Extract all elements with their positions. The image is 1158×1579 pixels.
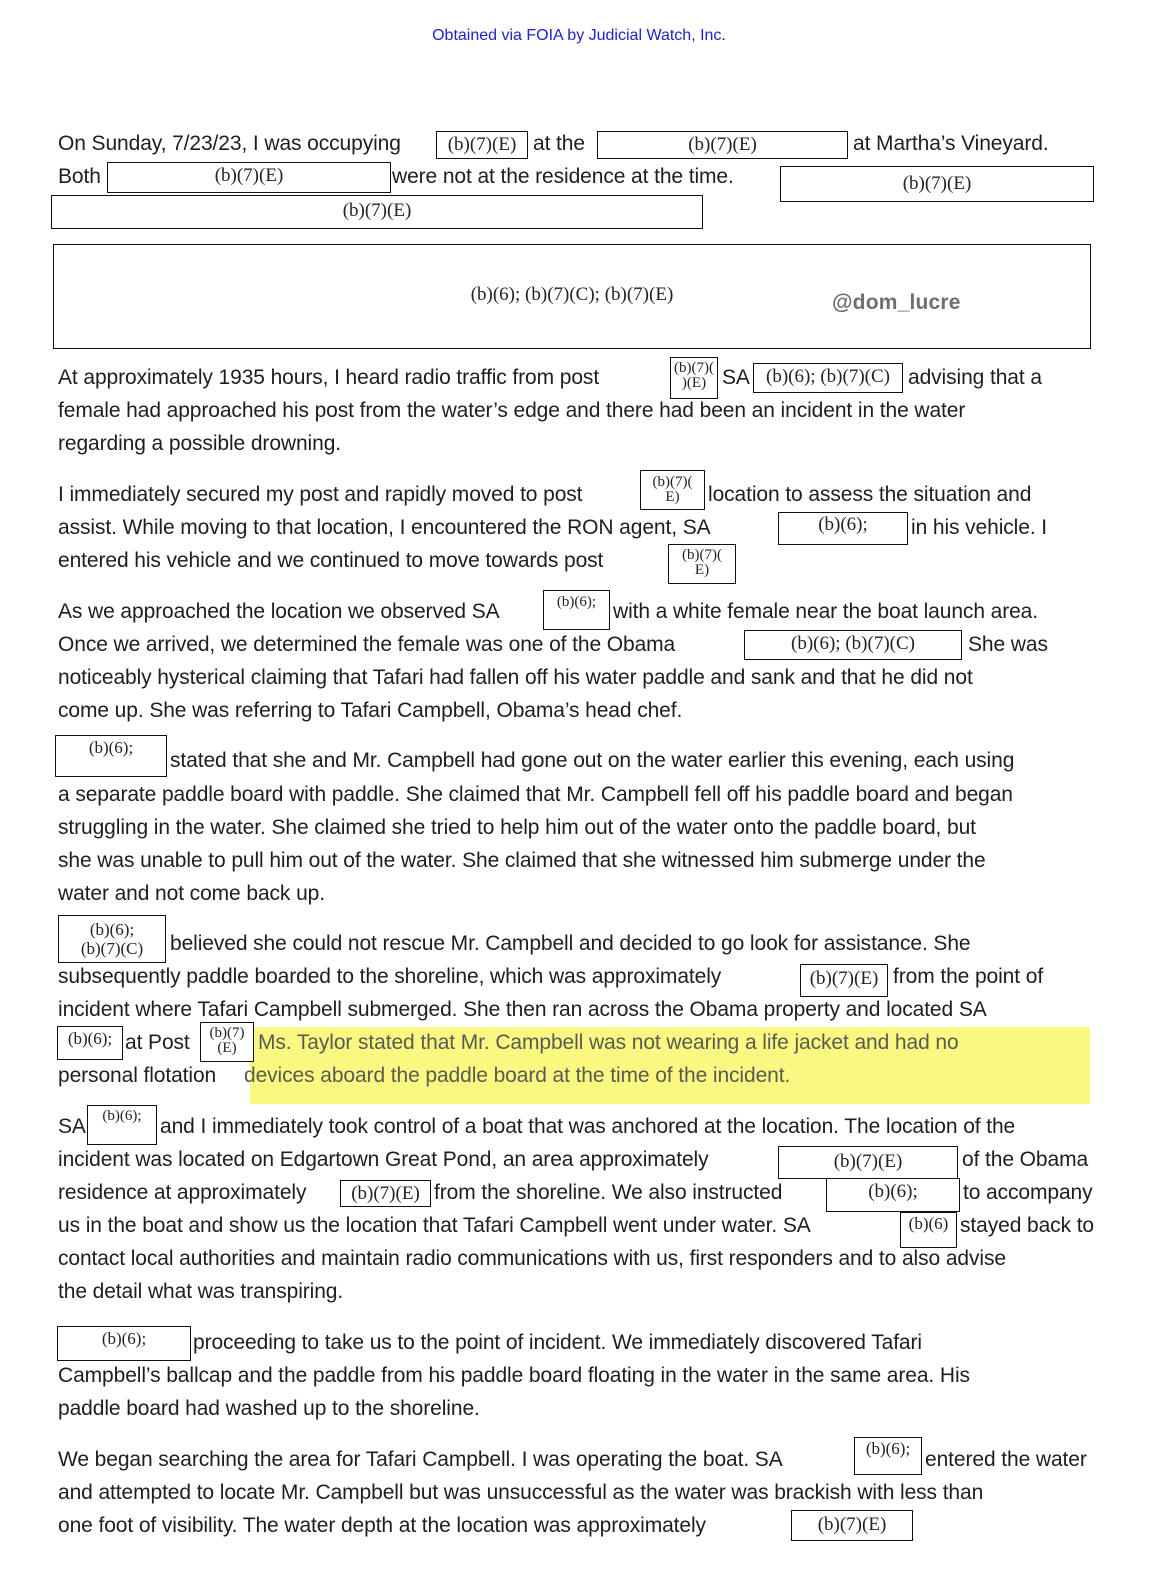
- text-line: She was: [968, 633, 1048, 656]
- text-line: come up. She was referring to Tafari Campbell, Obama’s head chef.: [58, 699, 683, 722]
- watermark: @dom_lucre: [832, 291, 961, 314]
- redaction-text: (b)(7): [209, 1025, 245, 1041]
- text-line: subsequently paddle boarded to the shoreline, which was approximately: [58, 965, 722, 988]
- text-line: paddle board had washed up to the shoreline.: [58, 1397, 480, 1420]
- text-line: stayed back to: [960, 1214, 1095, 1237]
- text-line: personal flotation: [58, 1064, 217, 1087]
- redaction-box: [200, 1022, 254, 1062]
- text-line: contact local authorities and maintain radio communications with us, first responders and to also advise: [58, 1247, 1006, 1270]
- redaction-box: (b)(7)(E): [778, 1146, 958, 1179]
- text-line: stated that she and Mr. Campbell had gone out on the water earlier this evening, each using: [170, 749, 1015, 772]
- text-line: to accompany: [963, 1181, 1093, 1204]
- text-line: Both: [58, 165, 101, 188]
- highlighted-text-line: devices aboard the paddle board at the time of the incident.: [244, 1064, 791, 1087]
- redaction-box: (b)(6): [900, 1212, 957, 1248]
- text-line: water and not come back up.: [58, 882, 325, 905]
- redaction-box: [670, 357, 718, 399]
- text-line: were not at the residence at the time.: [392, 165, 734, 188]
- redaction-box: (b)(7)(E): [800, 964, 888, 997]
- text-line: the detail what was transpiring.: [58, 1280, 344, 1303]
- redaction-box: (b)(7)(E): [51, 195, 703, 229]
- redaction-block-large: (b)(6); (b)(7)(C); (b)(7)(E): [53, 244, 1091, 349]
- text-line: a separate paddle board with paddle. She claimed that Mr. Campbell fell off his paddle board and began: [58, 783, 1013, 806]
- redaction-box: (b)(7)(E): [107, 162, 391, 193]
- redaction-text: (b)(7)(: [682, 547, 722, 563]
- text-line: us in the boat and show us the location that Tafari Campbell went under water. SA: [58, 1214, 811, 1237]
- text-line: assist. While moving to that location, I encountered the RON agent, SA: [58, 516, 711, 539]
- text-line: at Post: [125, 1031, 190, 1054]
- redaction-box: (b)(6);: [826, 1178, 960, 1212]
- text-line: regarding a possible drowning.: [58, 432, 342, 455]
- highlighted-text-line: Ms. Taylor stated that Mr. Campbell was not wearing a life jacket and had no: [258, 1031, 959, 1054]
- redaction-box: (b)(6);: [57, 1026, 123, 1060]
- text-line: entered the water: [925, 1448, 1087, 1471]
- redaction-box: [640, 470, 705, 510]
- text-line: I immediately secured my post and rapidly moved to post: [58, 483, 583, 506]
- text-line: and attempted to locate Mr. Campbell but was unsuccessful as the water was brackish with less than: [58, 1481, 984, 1504]
- redaction-text: (E): [217, 1040, 237, 1056]
- redaction-text: (b)(6);: [89, 920, 135, 939]
- redaction-box: (b)(6);: [57, 1326, 191, 1361]
- redaction-box: (b)(6); (b)(7)(C): [744, 630, 962, 660]
- text-line: at the: [533, 132, 585, 155]
- text-line: in his vehicle. I: [911, 516, 1048, 539]
- text-line: noticeably hysterical claiming that Tafari had fallen off his water paddle and sank and that he did not: [58, 666, 973, 689]
- redaction-box: (b)(6);: [778, 512, 908, 545]
- redaction-text: (b)(7)(: [674, 360, 714, 376]
- redaction-box: (b)(6); (b)(7)(C): [753, 363, 903, 393]
- text-line: residence at approximately: [58, 1181, 307, 1204]
- text-line: of the Obama: [962, 1148, 1089, 1171]
- redaction-box: (b)(6);: [87, 1105, 157, 1145]
- text-line: incident where Tafari Campbell submerged. She then ran across the Obama property and located SA: [58, 998, 987, 1021]
- redaction-text: E): [694, 562, 710, 578]
- redaction-text: (b)(7)(: [652, 474, 693, 490]
- redaction-box: (b)(7)(E): [791, 1510, 913, 1541]
- redaction-box: (b)(6);: [854, 1437, 922, 1475]
- redaction-box: [668, 544, 736, 584]
- text-line: at Martha’s Vineyard.: [853, 132, 1049, 155]
- text-line: advising that a: [908, 366, 1042, 389]
- text-line: Campbell’s ballcap and the paddle from his paddle board floating in the water in the same area. His: [58, 1364, 970, 1387]
- redaction-box: [58, 915, 166, 963]
- text-line: On Sunday, 7/23/23, I was occupying: [58, 132, 401, 155]
- text-line: Once we arrived, we determined the female was one of the Obama: [58, 633, 676, 656]
- redaction-box: (b)(7)(E): [340, 1180, 431, 1207]
- text-line: We began searching the area for Tafari Campbell. I was operating the boat. SA: [58, 1448, 783, 1471]
- text-line: from the shoreline. We also instructed: [434, 1181, 783, 1204]
- text-line: from the point of: [893, 965, 1044, 988]
- foia-source-header: Obtained via FOIA by Judicial Watch, Inc.: [432, 27, 726, 44]
- redaction-text: )(E): [681, 375, 707, 391]
- text-line: believed she could not rescue Mr. Campbell and decided to go look for assistance. She: [170, 932, 971, 955]
- text-line: and I immediately took control of a boat that was anchored at the location. The location of the: [160, 1115, 1016, 1138]
- text-line: female had approached his post from the water’s edge and there had been an incident in the water: [58, 399, 966, 422]
- text-line: with a white female near the boat launch area.: [613, 600, 1038, 623]
- text-line: incident was located on Edgartown Great Pond, an area approximately: [58, 1148, 709, 1171]
- text-line: entered his vehicle and we continued to move towards post: [58, 549, 604, 572]
- redaction-text: E): [665, 489, 680, 505]
- text-line: SA: [722, 366, 750, 389]
- redaction-text: (b)(7)(C): [80, 939, 144, 958]
- text-line: SA: [58, 1115, 86, 1138]
- text-line: location to assess the situation and: [708, 483, 1032, 506]
- text-line: As we approached the location we observed SA: [58, 600, 500, 623]
- redaction-box: (b)(7)(E): [597, 131, 848, 159]
- text-line: struggling in the water. She claimed she tried to help him out of the water onto the paddle board, but: [58, 816, 976, 839]
- redaction-box: (b)(7)(E): [436, 131, 528, 159]
- redaction-box: (b)(7)(E): [780, 166, 1094, 202]
- text-line: At approximately 1935 hours, I heard radio traffic from post: [58, 366, 600, 389]
- text-line: she was unable to pull him out of the water. She claimed that she witnessed him submerge under the: [58, 849, 986, 872]
- redaction-box: (b)(6);: [55, 735, 167, 777]
- redaction-box: (b)(6);: [543, 590, 610, 630]
- text-line: one foot of visibility. The water depth at the location was approximately: [58, 1514, 706, 1537]
- text-line: proceeding to take us to the point of incident. We immediately discovered Tafari: [193, 1331, 922, 1354]
